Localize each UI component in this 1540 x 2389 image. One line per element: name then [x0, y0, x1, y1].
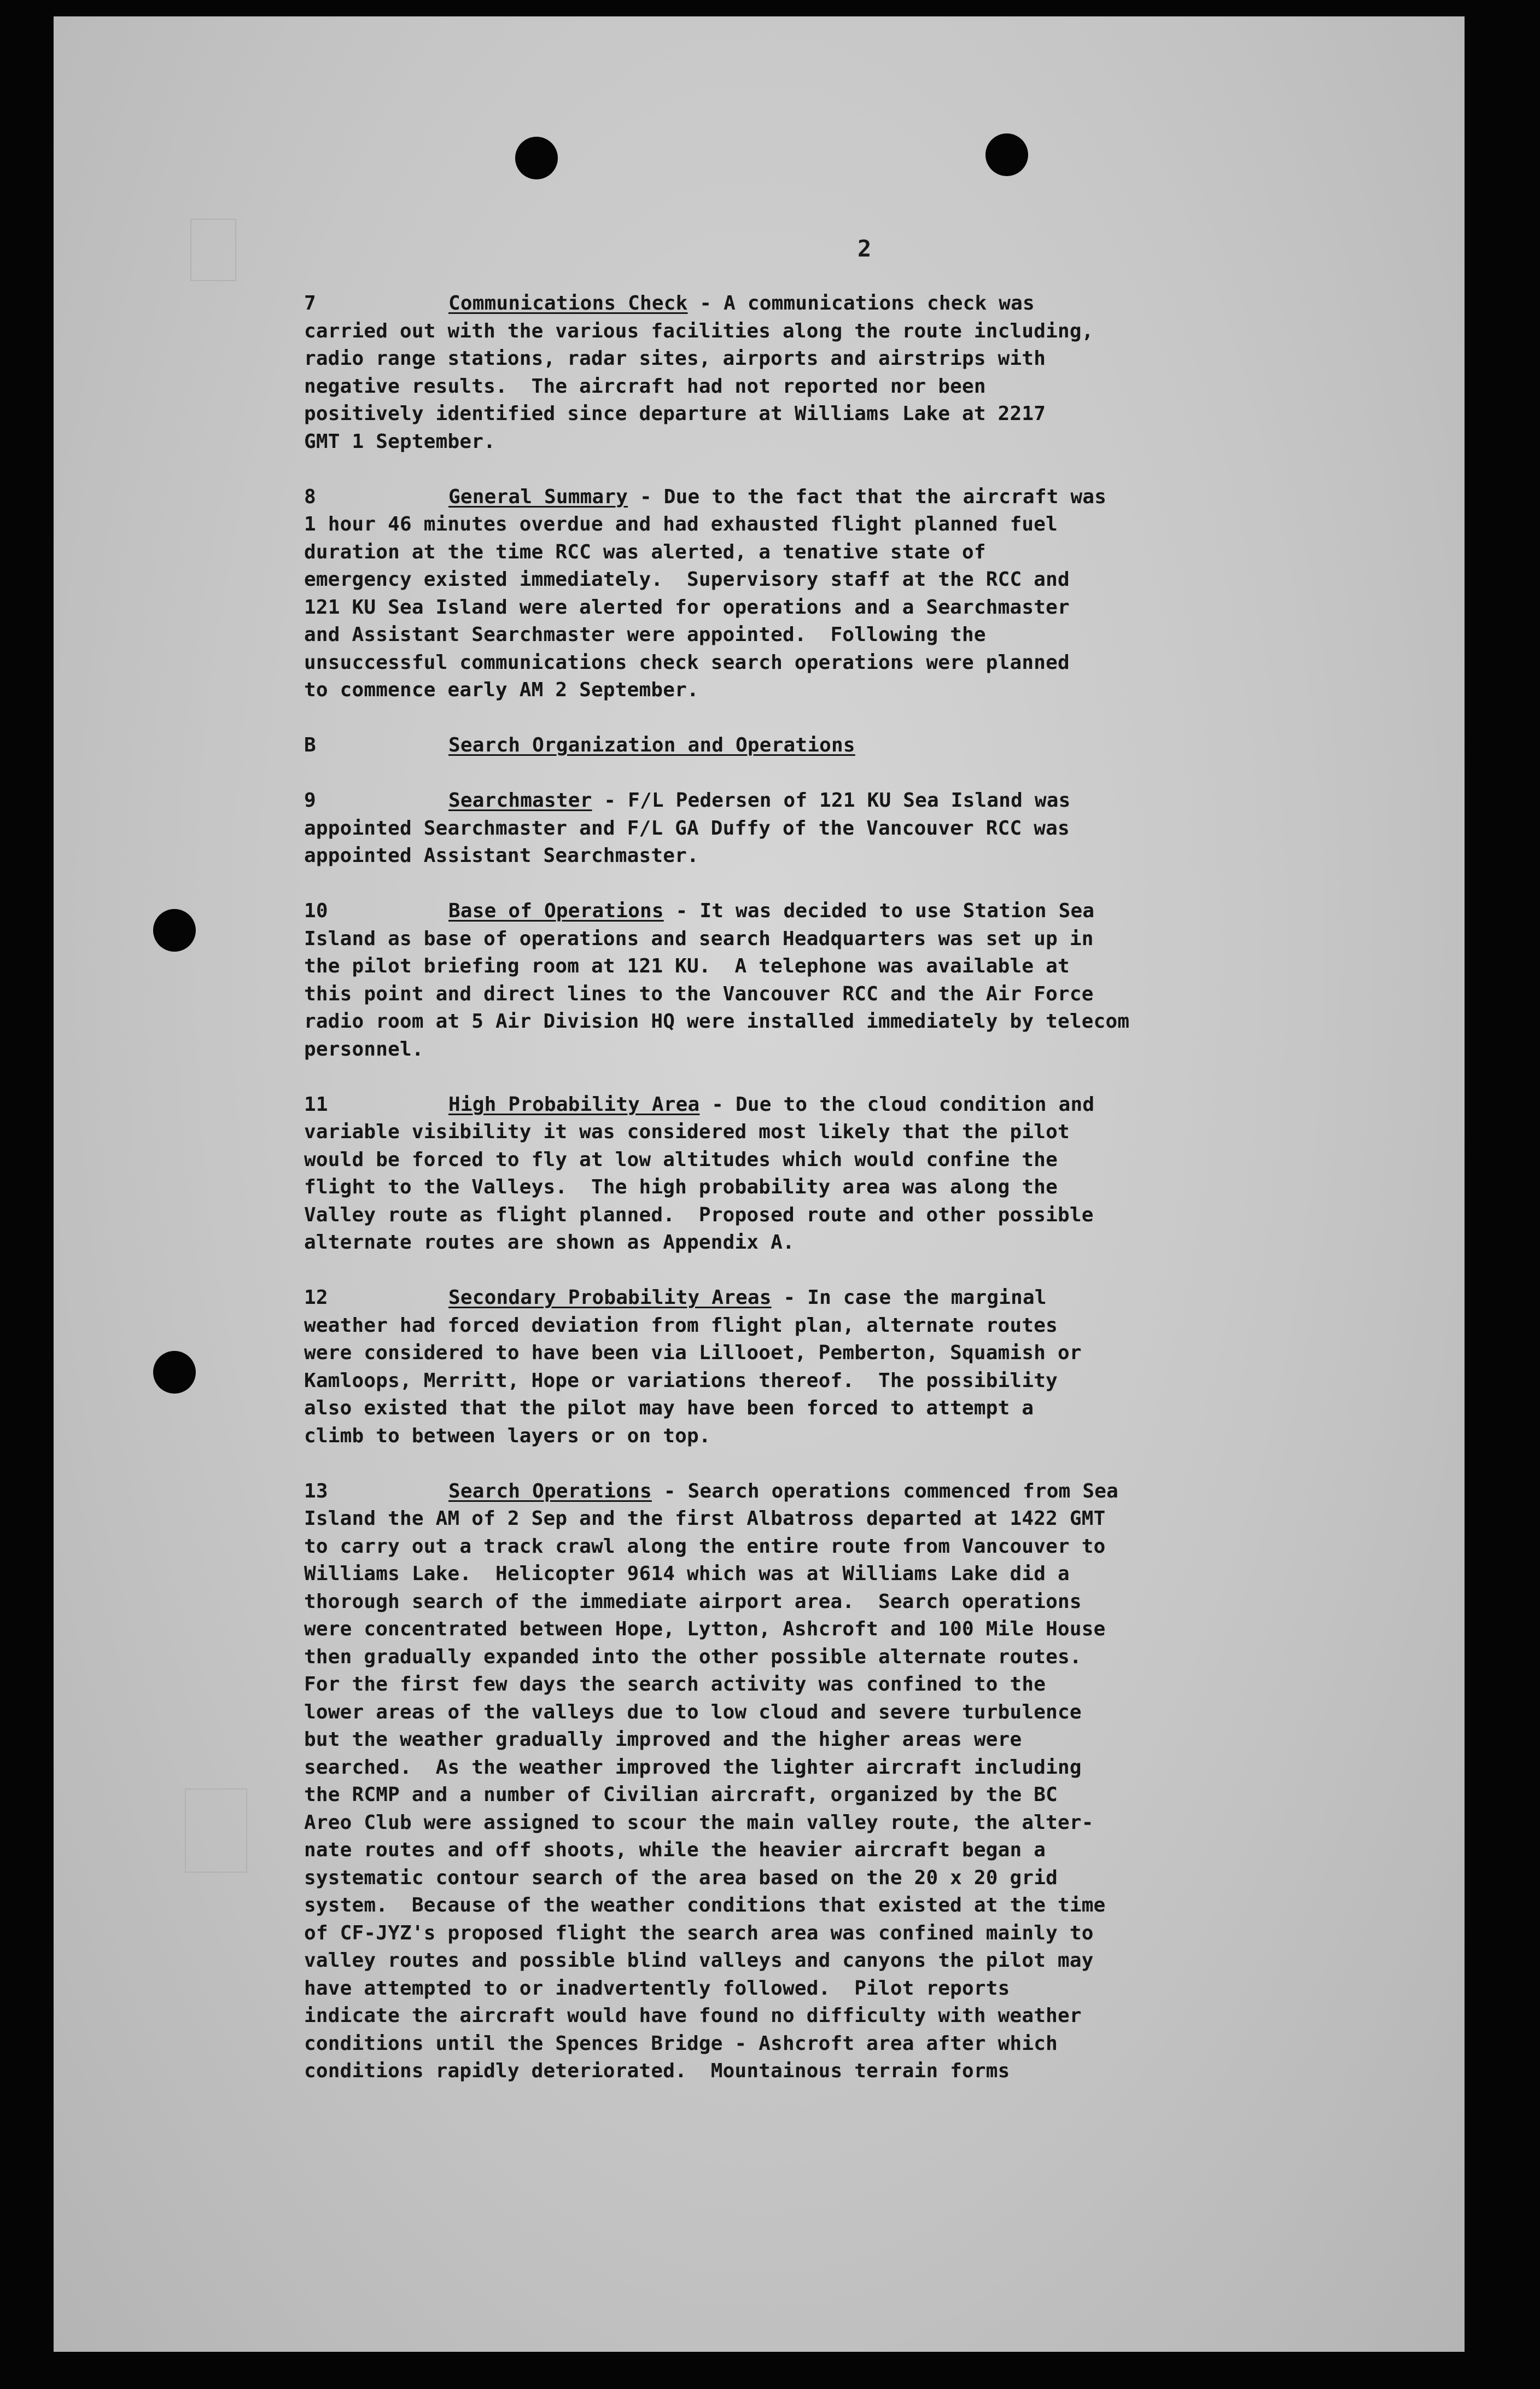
line-text: - Due to the cloud condition and — [699, 1093, 1095, 1116]
section-heading: Base of Operations — [448, 900, 664, 922]
text-line — [304, 290, 1409, 318]
text-line — [304, 2030, 1409, 2058]
line-text: Island the AM of 2 Sep and the first Albatross departed at 1422 GMT — [304, 1507, 1106, 1530]
section-number: 13 — [304, 1479, 328, 1502]
text-line — [304, 898, 1409, 925]
text-line — [304, 1367, 1409, 1395]
text-line — [304, 1146, 1409, 1174]
text-line — [304, 566, 1409, 594]
text-line — [304, 925, 1409, 953]
line-text: radio range stations, radar sites, airports and airstrips with — [304, 347, 1046, 370]
line-text: to commence early AM 2 September. — [304, 679, 699, 701]
section-paragraph — [304, 1284, 1409, 1450]
text-line — [304, 1478, 1409, 1506]
line-text: For the first few days the search activity was confined to the — [304, 1673, 1046, 1695]
text-line — [304, 787, 1409, 815]
text-line — [304, 677, 1409, 704]
line-text: indicate the aircraft would have found no difficulty with weather — [304, 2005, 1082, 2027]
punch-hole-top-right — [985, 133, 1028, 176]
text-line — [304, 318, 1409, 346]
line-text: radio room at 5 Air Division HQ were installed immediately by telecom — [304, 1010, 1130, 1033]
text-line — [304, 1588, 1409, 1616]
section-number: 8 — [304, 485, 316, 508]
section-paragraph — [304, 732, 1409, 760]
text-line — [304, 539, 1409, 567]
text-line — [304, 511, 1409, 539]
text-line — [304, 1781, 1409, 1809]
section-heading: Secondary Probability Areas — [448, 1286, 772, 1309]
section-paragraph — [304, 898, 1409, 1063]
section-number: 11 — [304, 1093, 328, 1116]
text-line — [304, 345, 1409, 373]
text-line — [304, 1975, 1409, 2003]
line-text: - Search operations commenced from Sea — [651, 1479, 1118, 1502]
text-line — [304, 1699, 1409, 1727]
text-line — [304, 1505, 1409, 1533]
text-line — [304, 483, 1409, 511]
text-line — [304, 1229, 1409, 1257]
section-paragraph — [304, 1478, 1409, 2085]
text-line — [304, 1754, 1409, 1782]
line-text: have attempted to or inadvertently followed. Pilot reports — [304, 1977, 1010, 2000]
text-line — [304, 1395, 1409, 1423]
section-number: 9 — [304, 789, 316, 812]
text-line — [304, 1671, 1409, 1699]
line-text: flight to the Valleys. The high probability area was along the — [304, 1176, 1058, 1198]
line-text: 1 hour 46 minutes overdue and had exhausted flight planned fuel — [304, 513, 1058, 535]
text-line — [304, 400, 1409, 428]
text-line — [304, 1091, 1409, 1119]
line-text: unsuccessful communications check search operations were planned — [304, 651, 1070, 674]
text-line — [304, 981, 1409, 1009]
text-line — [304, 732, 1409, 760]
punch-hole-top-left — [515, 137, 558, 179]
line-text: thorough search of the immediate airport area. Search operations — [304, 1590, 1082, 1613]
text-line — [304, 1947, 1409, 1975]
section-number: 10 — [304, 900, 328, 922]
line-text: - F/L Pedersen of 121 KU Sea Island was — [592, 789, 1071, 812]
text-line — [304, 428, 1409, 456]
section-paragraph — [304, 1091, 1409, 1257]
text-line — [304, 1036, 1409, 1064]
text-line — [304, 815, 1409, 843]
text-line — [304, 1864, 1409, 1892]
line-text: the pilot briefing room at 121 KU. A telephone was available at — [304, 955, 1070, 977]
line-text: Island as base of operations and search Headquarters was set up in — [304, 927, 1094, 950]
section-number: 7 — [304, 292, 316, 314]
text-line — [304, 2058, 1409, 2085]
line-text: conditions rapidly deteriorated. Mountainous terrain forms — [304, 2060, 1010, 2082]
line-text: - Due to the fact that the aircraft was — [628, 485, 1107, 508]
page-number: 2 — [858, 235, 872, 262]
line-text: positively identified since departure at Williams Lake at 2217 — [304, 403, 1046, 425]
line-text: nate routes and off shoots, while the heavier aircraft began a — [304, 1839, 1046, 1861]
faint-bleed-through-mark — [190, 219, 236, 281]
line-text: variable visibility it was considered most likely that the pilot — [304, 1121, 1070, 1143]
line-text: the RCMP and a number of Civilian aircraft, organized by the BC — [304, 1784, 1058, 1806]
line-text: but the weather gradually improved and the higher areas were — [304, 1728, 1022, 1751]
line-text: searched. As the weather improved the lighter aircraft including — [304, 1756, 1082, 1779]
text-line — [304, 1312, 1409, 1340]
line-text: - A communications check was — [687, 292, 1035, 314]
punch-hole-left-1 — [153, 909, 196, 952]
line-text: to carry out a track crawl along the entire route from Vancouver to — [304, 1535, 1106, 1558]
line-text: climb to between layers or on top. — [304, 1424, 711, 1447]
line-text: were considered to have been via Lillooet, Pemberton, Squamish or — [304, 1342, 1082, 1364]
section-heading: Communications Check — [448, 292, 688, 314]
line-text: this point and direct lines to the Vancouver RCC and the Air Force — [304, 982, 1094, 1005]
text-line — [304, 1837, 1409, 1864]
line-text: - It was decided to use Station Sea — [663, 900, 1095, 922]
line-text: appointed Assistant Searchmaster. — [304, 844, 699, 867]
line-text: appointed Searchmaster and F/L GA Duffy of the Vancouver RCC was — [304, 817, 1070, 840]
text-line — [304, 594, 1409, 622]
line-text: - In case the marginal — [771, 1286, 1047, 1309]
text-line — [304, 1423, 1409, 1450]
text-line — [304, 2002, 1409, 2030]
line-text: Valley route as flight planned. Proposed route and other possible — [304, 1203, 1094, 1226]
section-heading: Searchmaster — [448, 789, 592, 812]
text-line — [304, 1644, 1409, 1671]
text-line — [304, 1339, 1409, 1367]
text-line — [304, 1560, 1409, 1588]
line-text: valley routes and possible blind valleys and canyons the pilot may — [304, 1949, 1094, 1972]
line-text: alternate routes are shown as Appendix A. — [304, 1231, 795, 1254]
line-text: duration at the time RCC was alerted, a tenative state of — [304, 540, 986, 563]
punch-hole-left-2 — [153, 1351, 196, 1394]
line-text: also existed that the pilot may have been forced to attempt a — [304, 1397, 1034, 1419]
section-paragraph — [304, 483, 1409, 704]
line-text: system. Because of the weather conditions that existed at the time — [304, 1894, 1106, 1916]
text-line — [304, 1616, 1409, 1644]
section-paragraph — [304, 290, 1409, 456]
line-text: then gradually expanded into the other possible alternate routes. — [304, 1645, 1082, 1668]
line-text: would be forced to fly at low altitudes which would confine the — [304, 1148, 1058, 1171]
line-text: GMT 1 September. — [304, 430, 495, 453]
section-number: 12 — [304, 1286, 328, 1309]
text-line — [304, 842, 1409, 870]
line-text: emergency existed immediately. Supervisory staff at the RCC and — [304, 568, 1070, 591]
text-line — [304, 1202, 1409, 1230]
line-text: carried out with the various facilities along the route including, — [304, 319, 1094, 342]
line-text: negative results. The aircraft had not reported nor been — [304, 375, 986, 398]
text-line — [304, 1892, 1409, 1920]
section-heading: General Summary — [448, 485, 628, 508]
document-body — [304, 290, 1409, 2113]
faint-bleed-through-mark — [185, 1788, 247, 1873]
line-text: personnel. — [304, 1038, 424, 1061]
line-text: and Assistant Searchmaster were appointed. Following the — [304, 624, 986, 646]
text-line — [304, 1174, 1409, 1202]
line-text: systematic contour search of the area based on the 20 x 20 grid — [304, 1866, 1058, 1889]
line-text: lower areas of the valleys due to low cloud and severe turbulence — [304, 1700, 1082, 1723]
document-page — [54, 16, 1465, 2352]
text-line — [304, 649, 1409, 677]
text-line — [304, 1920, 1409, 1948]
text-line — [304, 1118, 1409, 1146]
text-line — [304, 1726, 1409, 1754]
text-line — [304, 1809, 1409, 1837]
line-text: of CF-JYZ's proposed flight the search area was confined mainly to — [304, 1921, 1094, 1944]
line-text: weather had forced deviation from flight plan, alternate routes — [304, 1314, 1058, 1337]
section-heading: High Probability Area — [448, 1093, 700, 1116]
text-line — [304, 1533, 1409, 1561]
text-line — [304, 1008, 1409, 1036]
text-line — [304, 621, 1409, 649]
line-text: 121 KU Sea Island were alerted for operations and a Searchmaster — [304, 596, 1070, 619]
line-text: Areo Club were assigned to scour the main valley route, the alter- — [304, 1811, 1094, 1834]
line-text: Williams Lake. Helicopter 9614 which was at Williams Lake did a — [304, 1563, 1070, 1585]
text-line — [304, 1284, 1409, 1312]
line-text: were concentrated between Hope, Lytton, Ashcroft and 100 Mile House — [304, 1618, 1106, 1640]
section-heading: Search Operations — [448, 1479, 652, 1502]
section-heading: Search Organization and Operations — [448, 734, 855, 756]
section-paragraph — [304, 787, 1409, 870]
text-line — [304, 953, 1409, 981]
line-text: conditions until the Spences Bridge - Ashcroft area after which — [304, 2032, 1058, 2055]
line-text: Kamloops, Merritt, Hope or variations thereof. The possibility — [304, 1369, 1058, 1392]
section-number: B — [304, 734, 316, 756]
text-line — [304, 373, 1409, 401]
